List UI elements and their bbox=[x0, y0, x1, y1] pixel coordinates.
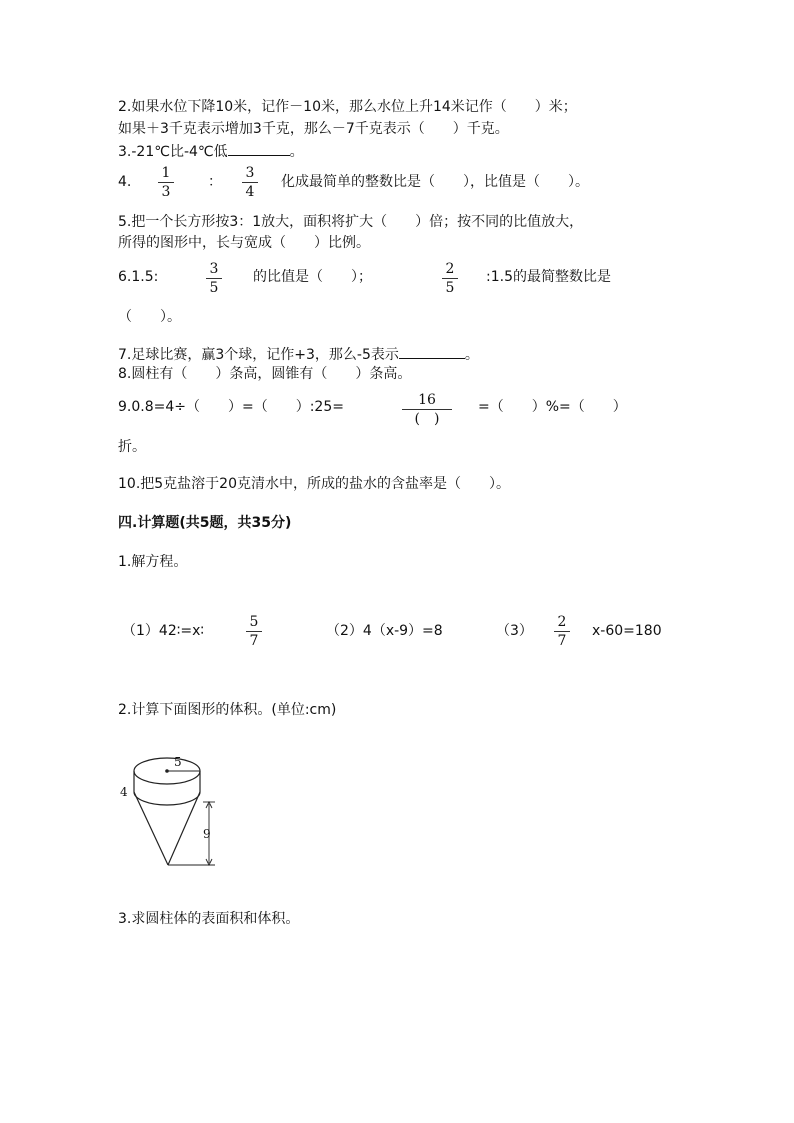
radius-label: 5 bbox=[174, 755, 182, 769]
numerator: 3 bbox=[245, 165, 255, 181]
question-9-suffix: =（ ）%=（ ） bbox=[478, 399, 627, 415]
cylinder-height-label: 4 bbox=[120, 785, 128, 799]
question-3-end: 。 bbox=[289, 144, 304, 160]
question-2-line-1: 2.如果水位下降10米，记作－10米，那么水位上升14米记作（ ）米； bbox=[118, 99, 577, 115]
equation-3-prefix: （3） bbox=[496, 623, 533, 639]
question-3-text: 3.-21℃比-4℃低 bbox=[118, 144, 228, 160]
denominator: 5 bbox=[209, 280, 219, 296]
question-5-line-2: 所得的图形中，长与宽成（ ）比例。 bbox=[118, 235, 370, 251]
question-9-line-2: 折。 bbox=[118, 439, 146, 455]
cylinder-cone-figure bbox=[115, 752, 245, 877]
question-6-suffix: :1.5的最简整数比是 bbox=[486, 269, 611, 285]
denominator: 7 bbox=[557, 633, 567, 649]
question-8: 8.圆柱有（ ）条高，圆锥有（ ）条高。 bbox=[118, 366, 412, 382]
answer-blank[interactable] bbox=[399, 344, 465, 359]
numerator: 2 bbox=[445, 261, 455, 277]
question-3 bbox=[118, 141, 304, 161]
section-heading: 四.计算题(共5题，共35分) bbox=[118, 515, 292, 531]
question-6-middle: 的比值是（ ）； bbox=[253, 269, 372, 285]
denominator: 4 bbox=[245, 184, 255, 200]
fraction-three-fourths bbox=[238, 165, 262, 200]
equation-1-prefix: （1）42∶=x∶ bbox=[122, 623, 205, 639]
question-7 bbox=[118, 344, 479, 364]
denominator: 5 bbox=[445, 280, 455, 296]
question-7-text: 7.足球比赛，赢3个球，记作+3，那么-5表示 bbox=[118, 347, 399, 363]
fraction-three-fifths bbox=[202, 261, 226, 296]
question-6-prefix: 6.1.5: bbox=[118, 269, 159, 285]
question-4-text: 化成最简单的整数比是（ ），比值是（ ）。 bbox=[281, 174, 589, 190]
ratio-colon: ： bbox=[208, 174, 222, 190]
question-5-line-1: 5.把一个长方形按3：1放大，面积将扩大（ ）倍；按不同的比值放大， bbox=[118, 214, 584, 230]
cylinder-bottom-arc bbox=[134, 792, 200, 805]
question-6-line-2: （ ）。 bbox=[118, 309, 181, 325]
fraction-one-third bbox=[154, 165, 178, 200]
numerator: 3 bbox=[209, 261, 219, 277]
cone-height-label: 9 bbox=[203, 827, 211, 841]
numerator: 5 bbox=[249, 614, 259, 630]
calc-3-title: 3.求圆柱体的表面积和体积。 bbox=[118, 911, 300, 927]
question-10: 10.把5克盐溶于20克清水中，所成的盐水的含盐率是（ ）。 bbox=[118, 476, 510, 492]
numerator: 1 bbox=[161, 165, 171, 181]
question-4-number: 4. bbox=[118, 174, 132, 190]
fraction-sixteen-over-blank bbox=[398, 392, 456, 427]
numerator: 16 bbox=[418, 392, 436, 408]
fraction-five-sevenths bbox=[242, 614, 266, 649]
denominator-blank[interactable]: ( ) bbox=[414, 411, 440, 427]
denominator: 7 bbox=[249, 633, 259, 649]
fraction-two-fifths bbox=[438, 261, 462, 296]
equation-2: （2）4（x-9）=8 bbox=[326, 623, 443, 639]
numerator: 2 bbox=[557, 614, 567, 630]
calc-2-title: 2.计算下面图形的体积。(单位:cm) bbox=[118, 702, 337, 718]
fraction-two-sevenths bbox=[550, 614, 574, 649]
equation-3-suffix: x-60=180 bbox=[592, 623, 662, 639]
question-9-prefix: 9.0.8=4÷（ ）=（ ）:25= bbox=[118, 399, 344, 415]
answer-blank[interactable] bbox=[228, 141, 290, 156]
calc-1-title: 1.解方程。 bbox=[118, 554, 188, 570]
question-7-end: 。 bbox=[464, 347, 479, 363]
question-2-line-2: 如果＋3千克表示增加3千克，那么－7千克表示（ ）千克。 bbox=[118, 121, 509, 137]
denominator: 3 bbox=[161, 184, 171, 200]
